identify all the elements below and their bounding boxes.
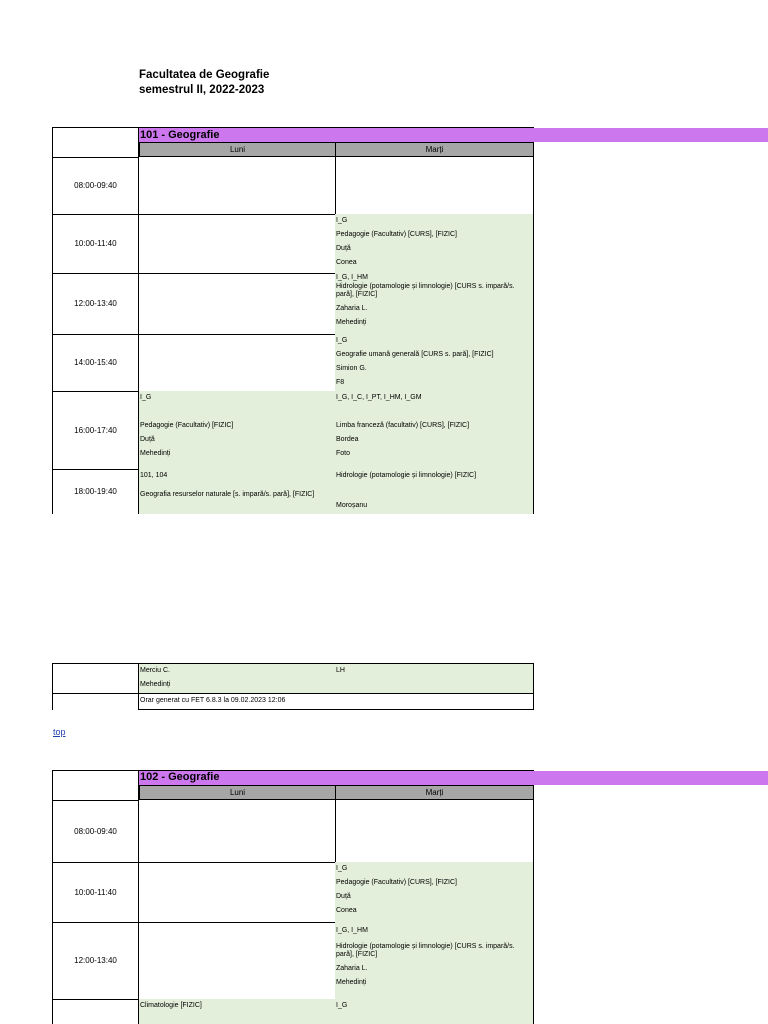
cell-mon-1200 (139, 922, 336, 1000)
class-teacher: Moroșanu (336, 502, 368, 509)
class-room: Conea (336, 907, 357, 914)
cell-mon-0800 (139, 157, 336, 215)
cell-tue-1200 (335, 273, 534, 335)
class-teacher: Merciu C. (140, 667, 170, 674)
time-slot: 10:00-11:40 (52, 214, 139, 274)
class-subject: Hidrologie (potamologie și limnologie) [FIZIC] (336, 472, 477, 479)
group-title: 101 - Geografie (140, 129, 220, 141)
class-room: Mehedinți (140, 681, 171, 688)
class-groups: I_G, I_C, I_PT, I_HM, I_GM (336, 394, 422, 401)
group-title-band (139, 771, 768, 785)
class-subject: Geografia resurselor naturale [s. impară/s. pară], [FIZIC] (140, 491, 315, 498)
cell-tue-1000 (335, 214, 534, 274)
class-room: Conea (336, 259, 357, 266)
time-slot (52, 999, 139, 1024)
day-header-tue: Marți (335, 142, 534, 157)
time-slot: 08:00-09:40 (52, 800, 139, 863)
class-subject: Hidrologie (potamologie și limnologie) [CURS s. impară/s. pară], [FIZIC] (336, 943, 515, 958)
class-subject: Limba franceză (facultativ) [CURS], [FIZIC] (336, 422, 470, 429)
class-subject: Geografie umană generală [CURS s. pară], [FIZIC] (336, 351, 494, 358)
class-groups: I_G (336, 1002, 348, 1009)
time-slot: 18:00-19:40 (52, 469, 139, 514)
class-room: Mehedinți (140, 450, 171, 457)
cell-tue-1800-cont (335, 663, 534, 694)
class-groups: I_G (336, 337, 348, 344)
class-subject: Climatologie [FIZIC] (140, 1002, 202, 1009)
class-teacher: Simion G. (336, 365, 367, 372)
class-teacher: Zaharia L. (336, 305, 368, 312)
class-subject: Pedagogie (Facultativ) [CURS], [FIZIC] (336, 231, 457, 238)
class-groups: 101, 104 (140, 472, 168, 479)
cell-tue-0800 (335, 800, 534, 863)
faculty-title: Facultatea de Geografie (139, 69, 270, 81)
class-teacher: Bordea (336, 436, 359, 443)
cell-mon-1000 (139, 862, 336, 923)
cell-mon-1400 (139, 334, 336, 392)
time-slot: 10:00-11:40 (52, 862, 139, 923)
class-groups: I_G (336, 865, 348, 872)
cell-tue-0800 (335, 157, 534, 215)
group-title-band (139, 128, 768, 142)
class-groups: I_G, I_HM (336, 927, 368, 934)
day-header-mon: Luni (139, 785, 336, 800)
cell-tue-1400 (335, 999, 534, 1024)
class-teacher: Duță (140, 436, 155, 443)
generated-note: Orar generat cu FET 6.8.3 la 09.02.2023 12:06 (139, 694, 534, 710)
group-title: 102 - Geografie (140, 771, 220, 783)
class-subject: Pedagogie (Facultativ) [FIZIC] (140, 422, 234, 429)
class-groups: I_G (336, 217, 348, 224)
time-slot: 08:00-09:40 (52, 157, 139, 215)
semester-title: semestrul II, 2022-2023 (139, 84, 265, 96)
class-room: Mehedinți (336, 319, 367, 326)
cell-mon-1200 (139, 273, 336, 335)
cell-mon-0800 (139, 800, 336, 863)
time-slot: 16:00-17:40 (52, 391, 139, 470)
time-slot: 14:00-15:40 (52, 334, 139, 392)
class-groups: I_G, I_HM (336, 274, 368, 281)
class-room: LH (336, 667, 345, 674)
class-room: Mehedinți (336, 979, 367, 986)
class-teacher: Duță (336, 245, 351, 252)
class-groups: I_G (140, 394, 152, 401)
class-teacher: Duță (336, 893, 351, 900)
cell-mon-1600 (139, 391, 336, 470)
top-link[interactable]: top (53, 727, 66, 737)
time-slot: 12:00-13:40 (52, 922, 139, 1000)
cell-tue-1000 (335, 862, 534, 923)
time-slot: 12:00-13:40 (52, 273, 139, 335)
cell-tue-1400 (335, 334, 534, 392)
cell-mon-1800-cont (139, 663, 336, 694)
cell-mon-1800 (139, 469, 336, 514)
class-room: F8 (336, 379, 345, 386)
cell-mon-1400 (139, 999, 336, 1024)
day-header-tue: Marți (335, 785, 534, 800)
class-teacher: Zaharia L. (336, 965, 368, 972)
cell-mon-1000 (139, 214, 336, 274)
class-subject: Pedagogie (Facultativ) [CURS], [FIZIC] (336, 879, 457, 886)
class-room: Foto (336, 450, 351, 457)
class-subject: Hidrologie (potamologie și limnologie) [CURS s. impară/s. pară], [FIZIC] (336, 283, 515, 298)
cell-tue-1200 (335, 922, 534, 1000)
day-header-mon: Luni (139, 142, 336, 157)
cell-tue-1600 (335, 391, 534, 470)
cell-tue-1800 (335, 469, 534, 514)
time-slot-continued (52, 663, 139, 694)
